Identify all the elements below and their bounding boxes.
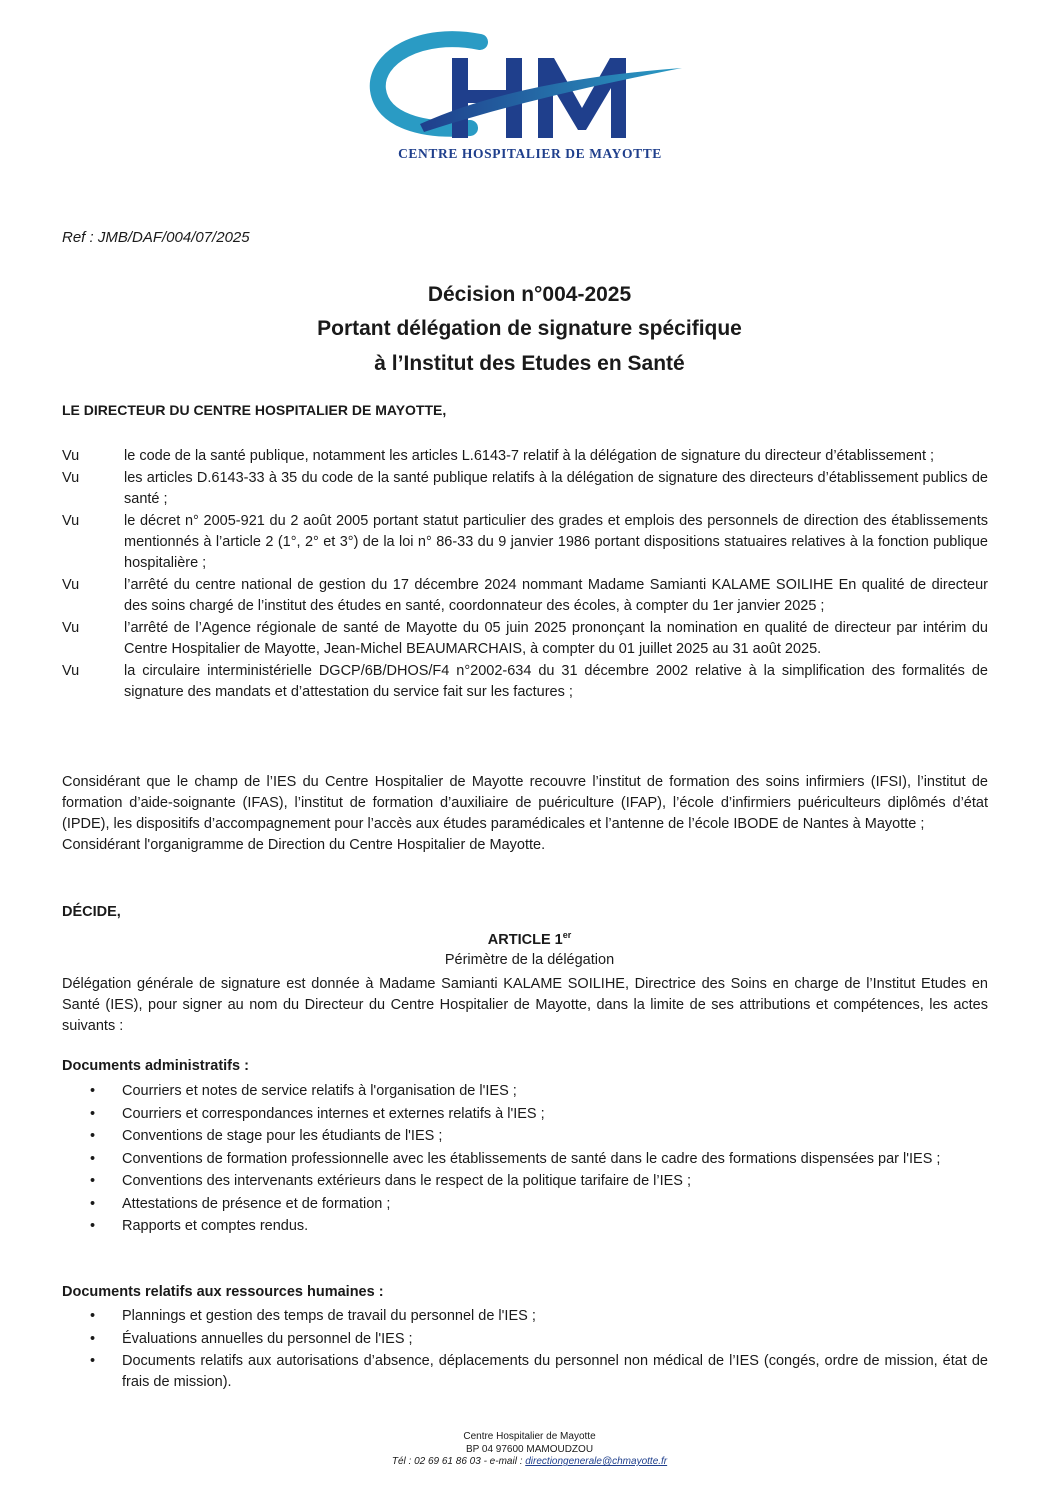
bullet-icon: • — [90, 1353, 96, 1369]
list-item — [90, 1216, 988, 1237]
vu-label: Vu — [62, 470, 80, 486]
vu-item — [62, 575, 988, 617]
footer-address: BP 04 97600 MAMOUDZOU — [465, 1443, 594, 1455]
bullet-icon: • — [90, 1308, 96, 1324]
vu-label: Vu — [62, 513, 80, 529]
section-title-admin: Documents administratifs : — [62, 1058, 249, 1074]
vu-text: l’arrêté de l’Agence régionale de santé de Mayotte du 05 juin 2025 prononçant la nomination en qualité de directeur par intérim du Centre Hospitalier de Mayotte, Jean-Michel BEAUMARCHAIS, à compter du 01 juillet 2025 au 31 août 2025. — [124, 620, 988, 657]
footer-org: Centre Hospitalier de Mayotte — [463, 1431, 596, 1442]
list-item-text: Attestations de présence et de formation ; — [122, 1195, 391, 1212]
vu-text: le décret n° 2005-921 du 2 août 2005 portant statut particulier des grades et emplois des personnels de direction des établissements mentionnés à l’article 2 (1°, 2° et 3°) de la loi n° 86-33 du 9 janvier 1986 portant dispositions statuaires relatives à la fonction publique hospitalière ; — [124, 513, 988, 571]
vu-list — [62, 446, 988, 704]
list-item-text: Conventions de stage pour les étudiants de l'IES ; — [122, 1128, 443, 1144]
vu-label: Vu — [62, 620, 80, 636]
chm-logo — [360, 28, 700, 168]
list-item — [90, 1126, 988, 1147]
list-item-text: Rapports et comptes rendus. — [122, 1218, 309, 1234]
list-item — [90, 1329, 988, 1350]
footer-tel: Tél : 02 69 61 86 03 - e-mail : — [391, 1456, 526, 1467]
article-label: ARTICLE 1 — [487, 931, 563, 948]
considerant-paragraph: Considérant l'organigramme de Direction du Centre Hospitalier de Mayotte. — [62, 837, 546, 853]
section-title-rh: Documents relatifs aux ressources humaines : — [62, 1284, 384, 1300]
list-item — [90, 1149, 988, 1170]
article-sup: er — [562, 930, 572, 940]
bullet-icon: • — [90, 1083, 96, 1099]
footer-email-link[interactable]: directiongenerale@chmayotte.fr — [525, 1456, 668, 1467]
decision-subtitle: Portant délégation de signature spécifique — [317, 317, 742, 340]
vu-item — [62, 661, 988, 703]
article-subtitle: Périmètre de la délégation — [444, 952, 615, 968]
footer-contact — [0, 1456, 1059, 1469]
vu-text: les articles D.6143-33 à 35 du code de la santé publique relatifs à la délégation de signature des directeurs d’établissement publics de santé ; — [124, 470, 988, 507]
list-item — [90, 1104, 988, 1125]
list-item — [90, 1171, 988, 1192]
vu-item — [62, 446, 988, 467]
bullet-icon: • — [90, 1150, 96, 1167]
bullet-list-admin — [90, 1081, 988, 1239]
bullet-icon: • — [90, 1128, 96, 1144]
vu-label: Vu — [62, 577, 80, 593]
list-item — [90, 1306, 988, 1327]
decision-subtitle-2: à l’Institut des Etudes en Santé — [374, 352, 685, 375]
delegation-paragraph: Délégation générale de signature est donnée à Madame Samianti KALAME SOILIHE, Directrice des Soins en charge de l’Institut Etudes en Santé (IES), pour signer au nom du Directeur du Centre Hospitalier de Mayotte, dans la limite de ses attributions et compétences, les actes suivants : — [62, 976, 988, 1034]
bullet-icon: • — [90, 1195, 96, 1212]
director-heading: LE DIRECTEUR DU CENTRE HOSPITALIER DE MAYOTTE, — [62, 402, 447, 418]
list-item-text: Conventions de formation professionnelle avec les établissements de santé dans le cadre des formations dispensées par l'IES ; — [122, 1150, 941, 1167]
bullet-icon: • — [90, 1105, 96, 1122]
list-item-text: Évaluations annuelles du personnel de l'IES ; — [122, 1330, 413, 1347]
logo-subtitle: CENTRE HOSPITALIER DE MAYOTTE — [398, 146, 662, 161]
bullet-icon: • — [90, 1218, 96, 1234]
list-item-text: Documents relatifs aux autorisations d’absence, déplacements du personnel non médical de l’IES (congés, ordre de mission, état de frais de mission). — [122, 1353, 988, 1390]
list-item-text: Conventions des intervenants extérieurs dans le respect de la politique tarifaire de l’IES ; — [122, 1173, 692, 1189]
list-item — [90, 1194, 988, 1215]
article-heading — [0, 930, 1059, 948]
list-item-text: Courriers et notes de service relatifs à l'organisation de l'IES ; — [122, 1083, 517, 1099]
list-item — [90, 1081, 988, 1102]
vu-label: Vu — [62, 448, 80, 464]
considerant-paragraph: Considérant que le champ de l’IES du Centre Hospitalier de Mayotte recouvre l’institut de formation des soins infirmiers (IFSI), l’institut de formation d’aide-soignante (IFAS), l’institut de formation d’auxiliaire de puériculture (IFAP), l’école d’infirmiers puériculteurs diplômés d’état (IPDE), les dispositifs d’accompagnement pour l’accès aux études paramédicales et l’antenne de l’école IBODE de Nantes à Mayotte ; — [62, 774, 988, 832]
vu-item — [62, 468, 988, 510]
vu-item — [62, 511, 988, 574]
list-item-text: Courriers et correspondances internes et externes relatifs à l'IES ; — [122, 1105, 545, 1122]
list-item-text: Plannings et gestion des temps de travail du personnel de l'IES ; — [122, 1308, 536, 1324]
reference-number: Ref : JMB/DAF/004/07/2025 — [62, 229, 250, 246]
bullet-list-rh — [90, 1306, 988, 1395]
vu-text: l’arrêté du centre national de gestion du 17 décembre 2024 nommant Madame Samianti KALAME SOILIHE En qualité de directeur des soins chargé de l’institut des études en santé, coordonnateur des écoles, à compter du 1er janvier 2025 ; — [124, 577, 988, 614]
list-item — [90, 1351, 988, 1393]
chm-logo-icon — [360, 28, 700, 146]
page-footer — [0, 1431, 1059, 1469]
vu-label: Vu — [62, 663, 80, 679]
decide-heading: DÉCIDE, — [62, 904, 121, 920]
decision-title: Décision n°004-2025 — [427, 283, 632, 306]
vu-text: le code de la santé publique, notamment les articles L.6143-7 relatif à la délégation de signature du directeur d’établissement ; — [124, 448, 935, 464]
considerant-block — [62, 772, 988, 856]
vu-text: la circulaire interministérielle DGCP/6B/DHOS/F4 n°2002-634 du 31 décembre 2002 relative à la simplification des formalités de signature des mandats et d’attestation du service fait sur les factures ; — [124, 663, 988, 700]
bullet-icon: • — [90, 1330, 96, 1347]
bullet-icon: • — [90, 1173, 96, 1189]
vu-item — [62, 618, 988, 660]
